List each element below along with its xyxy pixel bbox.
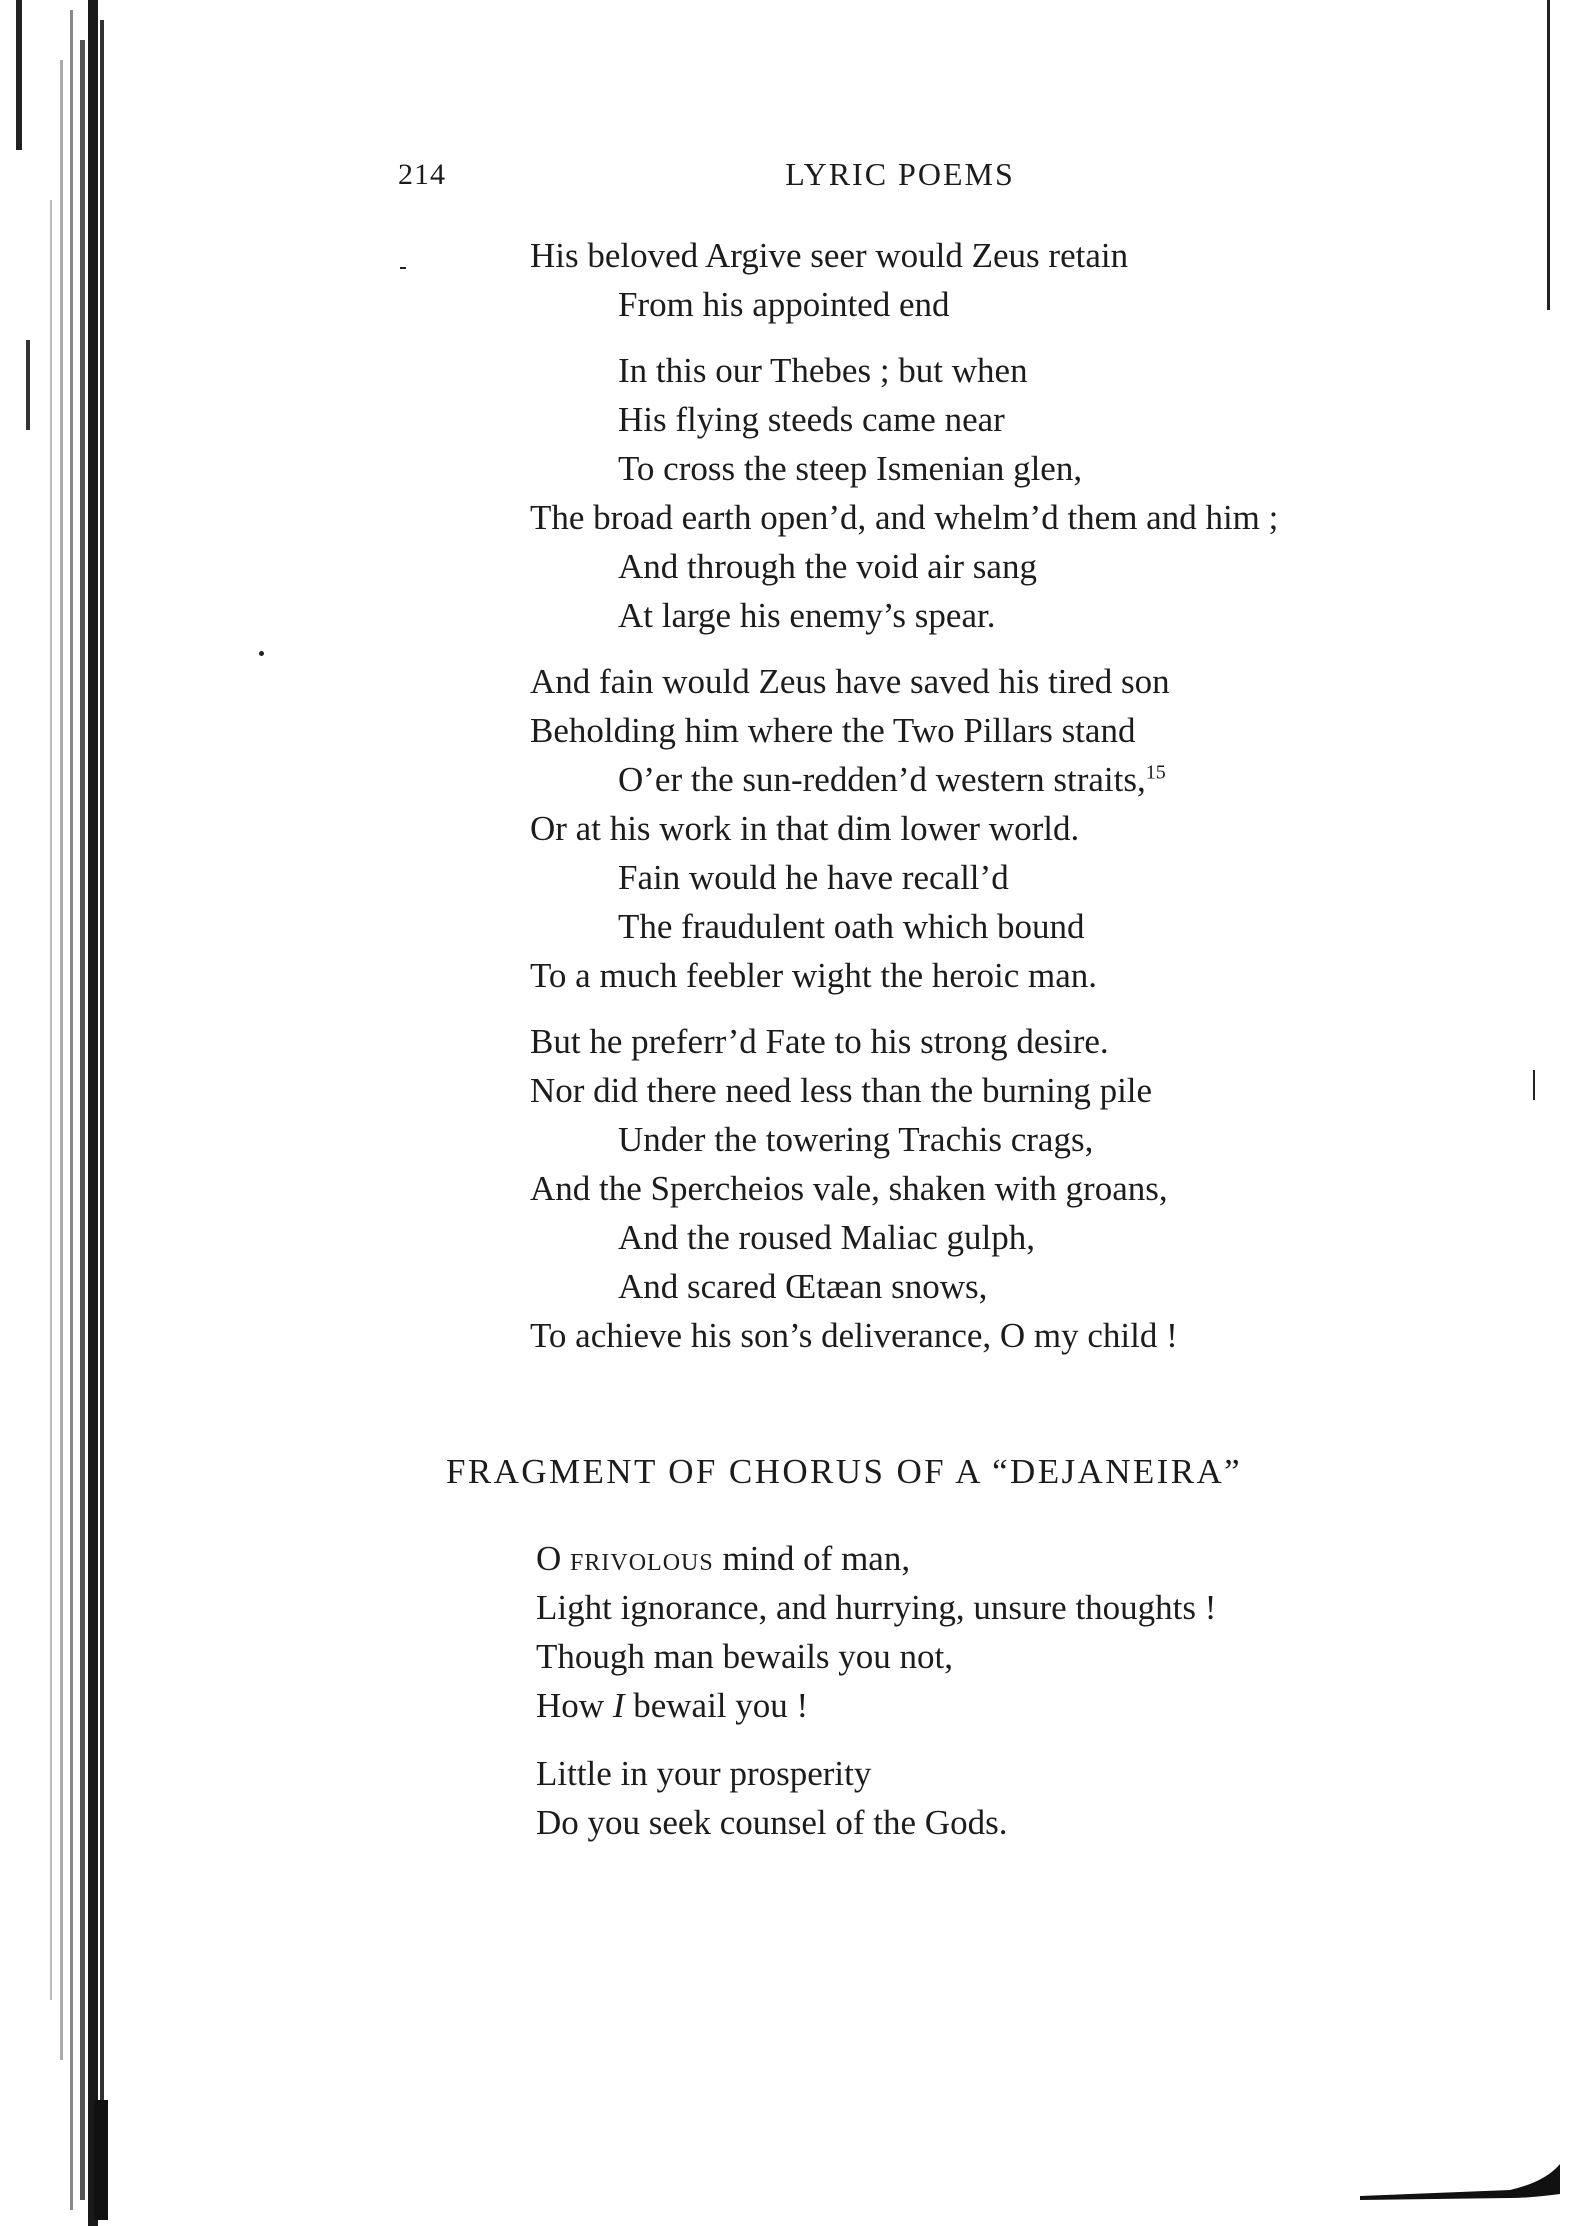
verse-line: From his appointed end bbox=[618, 285, 950, 324]
verse-line: But he preferr’d Fate to his strong desire. bbox=[530, 1022, 1109, 1061]
verse-line-rest: mind of man, bbox=[713, 1539, 911, 1578]
verse-line: His beloved Argive seer would Zeus retain bbox=[530, 236, 1129, 275]
verse-line-after: bewail you ! bbox=[624, 1686, 809, 1725]
verse-line: Under the towering Trachis crags, bbox=[618, 1120, 1094, 1159]
section-heading: FRAGMENT OF CHORUS OF A “DEJANEIRA” bbox=[446, 1452, 1243, 1491]
book-binding-edge bbox=[0, 0, 120, 2226]
verse-line: Do you seek counsel of the Gods. bbox=[536, 1803, 1008, 1842]
verse-line: Or at his work in that dim lower world. bbox=[530, 809, 1080, 848]
verse-line: Fain would he have recall’d bbox=[618, 858, 1009, 897]
verse-line: Beholding him where the Two Pillars stand bbox=[530, 711, 1136, 750]
verse-line-with-footnote bbox=[618, 755, 1166, 804]
verse-line: And scared Œtæan snows, bbox=[618, 1267, 988, 1306]
verse-line: To a much feebler wight the heroic man. bbox=[530, 956, 1098, 995]
footnote-marker[interactable]: 15 bbox=[1145, 761, 1166, 784]
small-caps-word: frivolous bbox=[570, 1541, 714, 1578]
page-number: 214 bbox=[398, 158, 446, 191]
running-title: LYRIC POEMS bbox=[785, 156, 1015, 192]
italic-word: I bbox=[612, 1686, 625, 1725]
verse-line: Light ignorance, and hurrying, unsure thoughts ! bbox=[536, 1588, 1217, 1627]
verse-line: And the roused Maliac gulph, bbox=[618, 1218, 1035, 1257]
verse-line: And the Spercheios vale, shaken with groans, bbox=[530, 1169, 1168, 1208]
verse-line: To achieve his son’s deliverance, O my child ! bbox=[530, 1316, 1178, 1355]
verse-line: To cross the steep Ismenian glen, bbox=[618, 449, 1083, 488]
corner-scan-stroke bbox=[1360, 2150, 1560, 2210]
right-page-edge-mark-small bbox=[1533, 1070, 1535, 1100]
verse-line: Little in your prosperity bbox=[536, 1754, 872, 1793]
verse-line: In this our Thebes ; but when bbox=[618, 351, 1028, 390]
right-page-edge-mark bbox=[1547, 0, 1550, 310]
stray-mark bbox=[400, 267, 406, 269]
verse-line: The broad earth open’d, and whelm’d them and him ; bbox=[530, 498, 1279, 537]
verse-line: Though man bewails you not, bbox=[536, 1637, 954, 1676]
verse-line-text: O’er the sun-redden’d western straits, bbox=[618, 760, 1146, 799]
verse-line-before: How bbox=[536, 1686, 613, 1725]
opening-letter: O bbox=[536, 1539, 562, 1578]
verse-line: His flying steeds came near bbox=[618, 400, 1005, 439]
stray-dot bbox=[259, 651, 264, 656]
verse-line: The fraudulent oath which bound bbox=[618, 907, 1085, 946]
verse-line: And fain would Zeus have saved his tired son bbox=[530, 662, 1170, 701]
verse-line: Nor did there need less than the burning pile bbox=[530, 1071, 1153, 1110]
verse-line: At large his enemy’s spear. bbox=[618, 596, 996, 635]
verse-line: And through the void air sang bbox=[618, 547, 1037, 586]
verse-line-italic-pronoun bbox=[536, 1681, 808, 1730]
verse-line-first bbox=[536, 1534, 910, 1584]
